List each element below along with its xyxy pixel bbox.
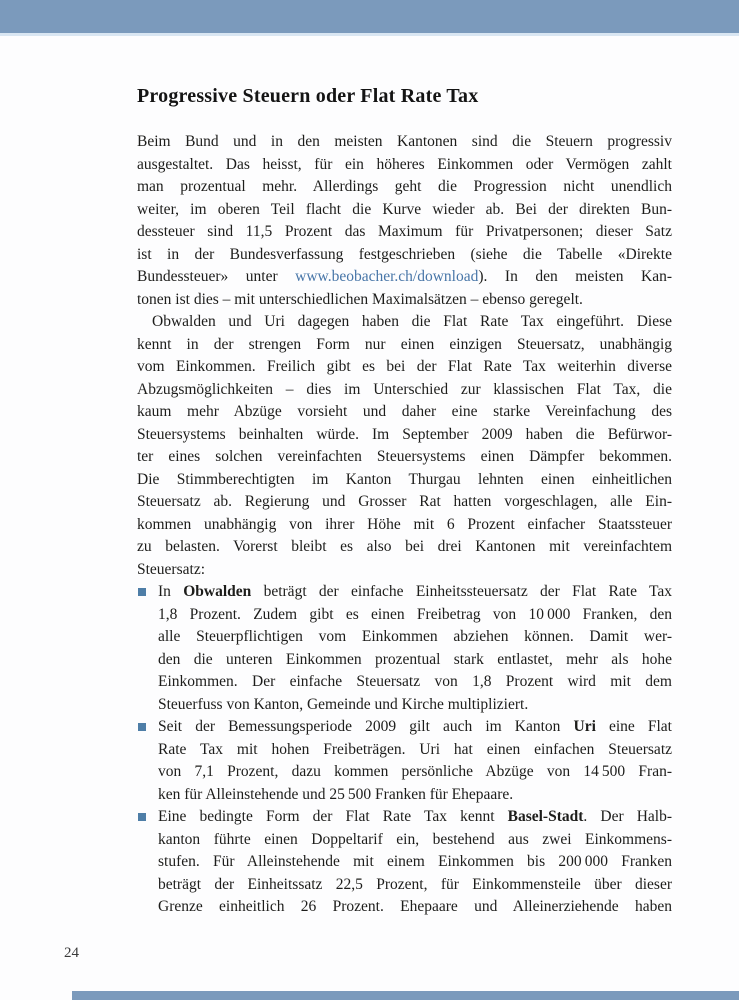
text-line: [137, 221, 672, 244]
text-run: alle Steuerpflichtigen vom Einkommen abziehen können. Damit wer-: [158, 628, 672, 645]
text-run: dessteuer sind 11,5 Prozent das Maximum für Privatpersonen; dieser Satz: [137, 223, 672, 240]
text-run: ist in der Bundesverfassung festgeschrieben (siehe die Tabelle «Direkte: [137, 245, 672, 263]
text-line: [158, 739, 672, 762]
bullet-square-icon: [138, 588, 146, 596]
text-run: den die unteren Einkommen prozentual stark entlastet, mehr als hohe: [158, 650, 672, 668]
text-run: von 7,1 Prozent, dazu kommen persönliche Abzüge von 14 500 Fran-: [158, 763, 672, 780]
text-run: stufen. Für Alleinstehende mit einem Einkommen bis 200 000 Franken: [158, 853, 672, 870]
text-line: [158, 671, 672, 694]
page-title: Progressive Steuern oder Flat Rate Tax: [137, 85, 479, 107]
text-run: Steuerfuss von Kanton, Gemeinde und Kirche multipliziert.: [158, 695, 529, 713]
text-line: [137, 176, 672, 199]
text-line: [158, 784, 672, 807]
text-run: 1,8 Prozent. Zudem gibt es einen Freibetrag von 10 000 Franken, den: [158, 605, 672, 623]
bullet-item: [137, 716, 672, 806]
text-line: [137, 559, 672, 582]
text-line: [158, 581, 672, 604]
text-run: tonen ist dies – mit unterschiedlichen Maximalsätzen – ebenso geregelt.: [137, 290, 583, 308]
text-run: In: [158, 583, 184, 600]
text-line: [137, 469, 672, 492]
text-line: [158, 761, 672, 784]
bullet-item: [137, 581, 672, 716]
paragraph: [137, 131, 672, 311]
text-run: Uri: [573, 718, 596, 735]
text-run: Steuersystems beinhalten würde. Im September 2009 haben die Befürwor-: [137, 425, 672, 443]
text-line: [137, 356, 672, 379]
text-run: . Der Halb-: [583, 808, 672, 825]
text-line: [158, 829, 672, 852]
text-run: ausgestaltet. Das heisst, für ein höheres Einkommen oder Vermögen zahlt: [137, 155, 672, 173]
text-line: [158, 604, 672, 627]
text-line: [158, 716, 672, 739]
text-run: kennt in der strengen Form nur einen einzigen Steuersatz, unabhängig: [137, 335, 672, 353]
text-run: beträgt der Einheitssatz 22,5 Prozent, für Einkommensteile über dieser: [158, 875, 672, 893]
article-body: [137, 131, 672, 919]
text-run: ter eines solchen vereinfachten Steuersystems einen Dämpfer bekommen.: [137, 448, 672, 465]
text-line: [137, 289, 672, 312]
text-line: [158, 626, 672, 649]
text-run: man prozentual mehr. Allerdings geht die Progression nicht unendlich: [137, 178, 672, 195]
text-line: [137, 266, 672, 289]
text-run: Eine bedingte Form der Flat Rate Tax kennt: [158, 808, 508, 825]
text-run: Bundessteuer» unter: [137, 268, 296, 285]
text-line: [158, 806, 672, 829]
text-line: [158, 874, 672, 897]
paragraph: [137, 311, 672, 581]
text-line: [158, 694, 672, 717]
text-run: Grenze einheitlich 26 Prozent. Ehepaare und Alleinerziehende haben: [158, 898, 672, 915]
text-line: [137, 311, 672, 334]
header-accent-bar: [0, 0, 739, 36]
page-number: 24: [64, 945, 79, 961]
text-run: Einkommen. Der einfache Steuersatz von 1,8 Prozent wird mit dem: [158, 673, 672, 690]
text-run: eine Flat: [595, 718, 672, 735]
text-line: [137, 491, 672, 514]
text-line: [137, 379, 672, 402]
text-line: [137, 514, 672, 537]
bullet-square-icon: [138, 813, 146, 821]
text-run: ). In den meisten Kan-: [478, 268, 672, 285]
text-run: Steuersatz:: [137, 560, 206, 578]
text-run: Obwalden: [183, 583, 252, 600]
text-run: Die Stimmberechtigten im Kanton Thurgau lehnten einen einheitlichen: [137, 470, 672, 488]
text-run: Obwalden und Uri dagegen haben die Flat Rate Tax eingeführt. Diese: [152, 313, 672, 330]
text-line: [137, 424, 672, 447]
text-line: [158, 851, 672, 874]
text-line: [158, 649, 672, 672]
text-run: weiter, im oberen Teil flacht die Kurve wieder ab. Bei der direkten Bun-: [137, 200, 672, 218]
text-line: [137, 199, 672, 222]
text-run: Beim Bund und in den meisten Kantonen sind die Steuern progressiv: [137, 133, 672, 150]
text-run: beträgt der einfache Einheitssteuersatz der Flat Rate Tax: [251, 583, 672, 600]
text-run: kommen unabhängig von ihrer Höhe mit 6 Prozent einfacher Staatssteuer: [137, 515, 672, 533]
text-run: Steuersatz ab. Regierung und Grosser Rat hatten vorgeschlagen, alle Ein-: [137, 493, 672, 510]
text-line: [137, 334, 672, 357]
text-run: kanton führte einen Doppeltarif ein, bestehend aus zwei Einkommens-: [158, 830, 672, 848]
footer-accent-bar: [72, 991, 739, 1000]
text-run: ken für Alleinstehende und 25 500 Franken für Ehepaare.: [158, 785, 514, 803]
printed-url-link[interactable]: www.beobacher.ch/download: [295, 268, 479, 285]
bullet-item: [137, 806, 672, 919]
text-run: vom Einkommen. Freilich gibt es bei der Flat Rate Tax weiterhin diverse: [137, 358, 672, 375]
text-line: [137, 131, 672, 154]
text-line: [137, 154, 672, 177]
text-run: zu belasten. Vorerst bleibt es also bei drei Kantonen mit vereinfachtem: [137, 538, 672, 555]
text-run: Rate Tax mit hohen Freibeträgen. Uri hat einen einfachen Steuersatz: [158, 740, 672, 758]
text-run: Abzugsmöglichkeiten – dies im Unterschied zur klassischen Flat Tax, die: [137, 380, 672, 398]
text-run: kaum mehr Abzüge vorsieht und daher eine starke Vereinfachung des: [137, 403, 672, 420]
text-run: Basel-Stadt: [507, 808, 584, 825]
bullet-square-icon: [138, 723, 146, 731]
text-line: [158, 896, 672, 919]
text-line: [137, 244, 672, 267]
text-line: [137, 536, 672, 559]
text-line: [137, 446, 672, 469]
text-run: Seit der Bemessungsperiode 2009 gilt auch im Kanton: [158, 718, 574, 735]
text-line: [137, 401, 672, 424]
